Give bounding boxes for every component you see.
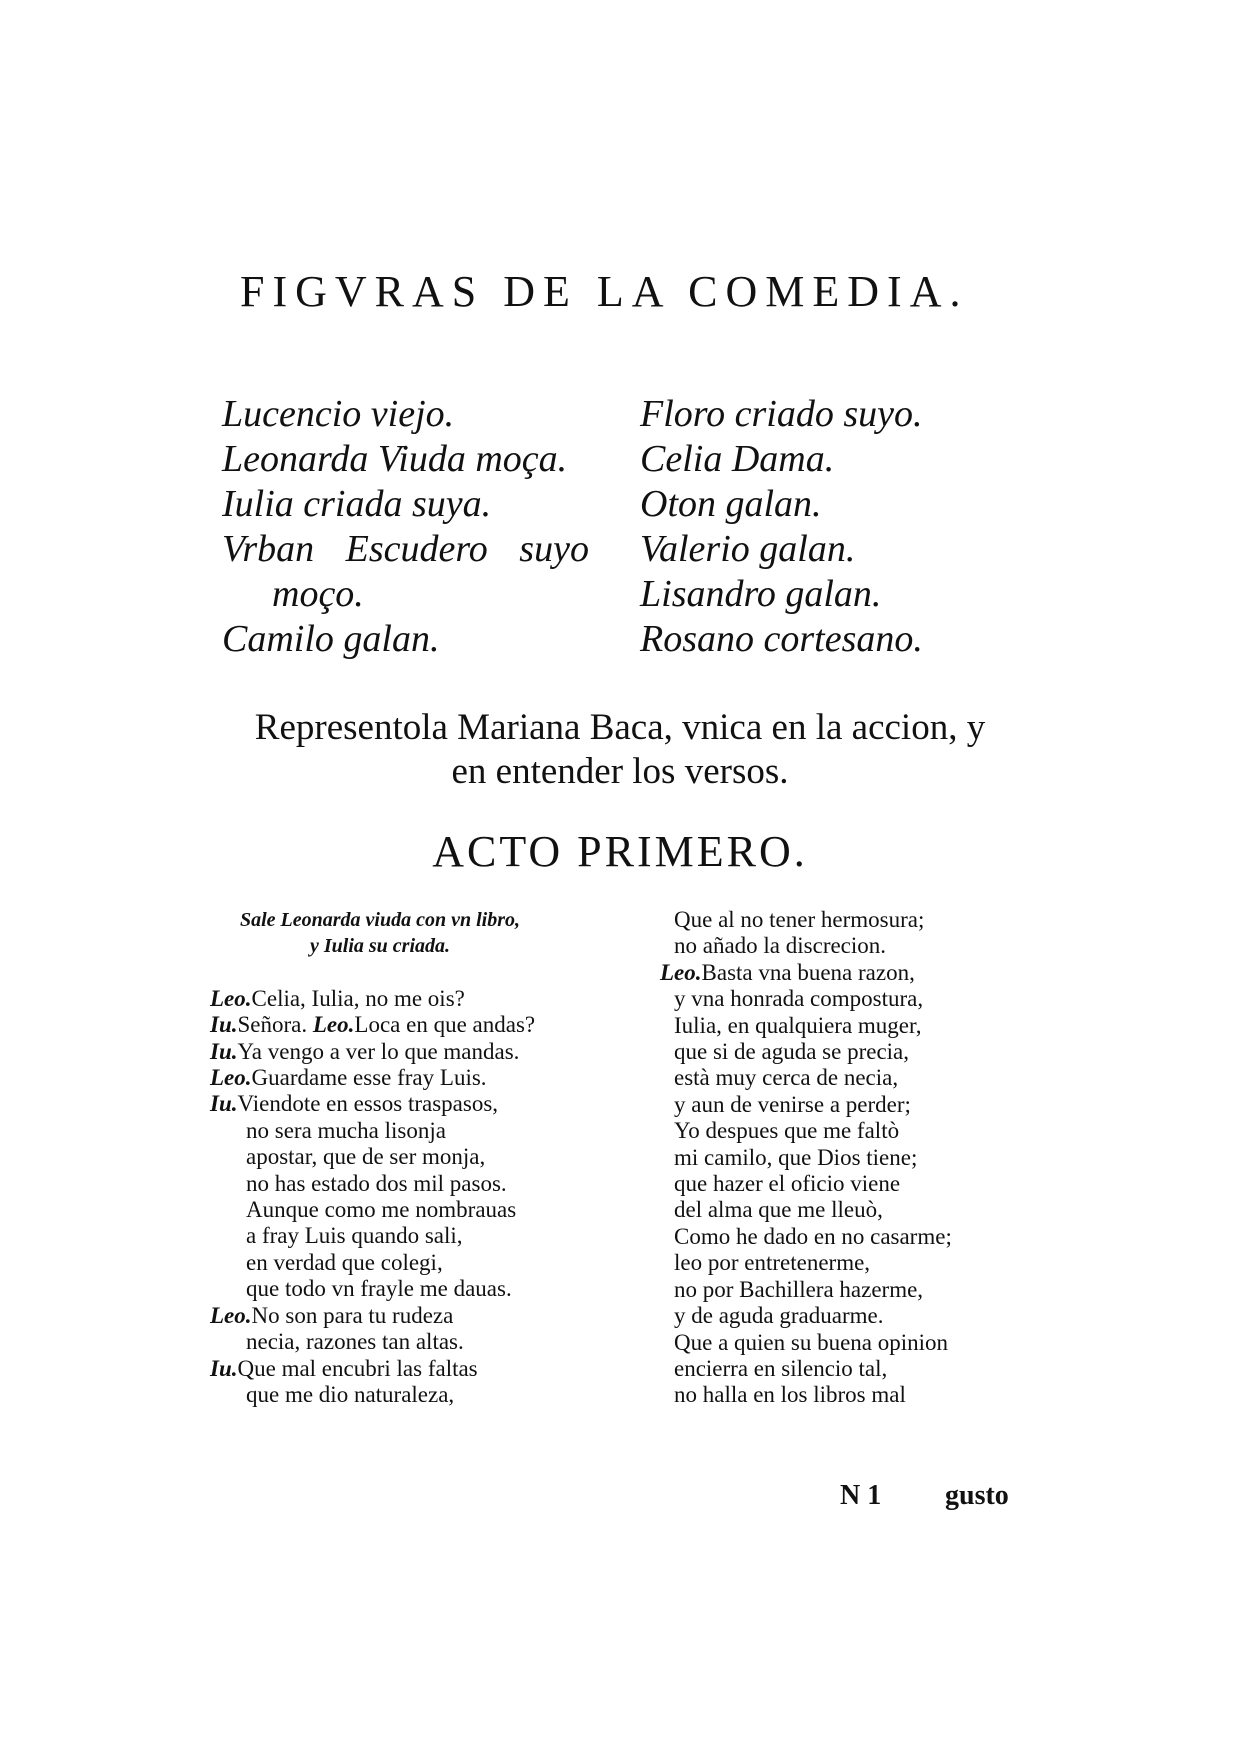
verse-line: està muy cerca de necia,: [674, 1065, 899, 1091]
speaker: Iu.: [210, 1038, 238, 1064]
verse-line: que si de aguda se precia,: [674, 1039, 910, 1065]
performance-note: [200, 706, 1040, 794]
cast-item: moço.: [272, 573, 364, 615]
verse-line: y de aguda graduarme.: [674, 1303, 884, 1329]
cast-item: Celia Dama.: [640, 438, 835, 480]
page-footer: [840, 1480, 1040, 1514]
verse-text: Ya vengo a ver lo que mandas.: [237, 1038, 520, 1064]
speaker: Leo.: [210, 1065, 252, 1091]
cast-item: Valerio galan.: [640, 528, 856, 570]
cast-item: Vrban Escudero suyo: [222, 528, 589, 570]
speaker: Iu.: [210, 1012, 238, 1038]
verse-text: Que mal encubri las faltas: [237, 1355, 478, 1381]
verse-line: [210, 1065, 640, 1091]
verse-line: Como he dado en no casarme;: [674, 1223, 952, 1249]
verse-line: leo por entretenerme,: [674, 1250, 871, 1276]
verse-line: y aun de venirse a perder;: [674, 1091, 911, 1117]
cast-list-right: [640, 392, 970, 662]
verse-line: [210, 1091, 640, 1117]
speaker: Leo.: [210, 1302, 252, 1328]
verse-line: Iulia, en qualquiera muger,: [674, 1012, 922, 1038]
speaker: Iu.: [210, 1091, 238, 1117]
verse-text: No son para tu rudeza: [251, 1302, 454, 1328]
text-column-left: [210, 907, 640, 1408]
verse-line: Yo despues que me faltò: [674, 1118, 900, 1144]
cast-item: Leonarda Viuda moça.: [222, 438, 568, 480]
text-column-right: [660, 907, 1040, 1409]
verse-line: [210, 1039, 640, 1065]
act-title: ACTO PRIMERO.: [432, 827, 808, 876]
verse-text: Celia, Iulia, no me ois?: [251, 985, 465, 1011]
speaker: Leo.: [210, 985, 252, 1011]
verse-text: Guardame esse fray Luis.: [251, 1065, 487, 1091]
performance-line: en entender los versos.: [451, 751, 789, 792]
verse-line: encierra en silencio tal,: [674, 1355, 888, 1381]
verse-line: [210, 1303, 640, 1329]
verse-line: que hazer el oficio viene: [674, 1171, 901, 1197]
verse-line: no halla en los libros mal: [674, 1382, 906, 1408]
verse-line: del alma que me lleuò,: [674, 1197, 883, 1223]
page-title: FIGVRAS DE LA COMEDIA.: [240, 267, 969, 316]
verse-line: necia, razones tan altas.: [246, 1329, 464, 1355]
speaker: Leo.: [312, 1012, 355, 1038]
verse-line: que todo vn frayle me dauas.: [246, 1276, 512, 1302]
verse-text: Loca en que andas?: [354, 1012, 536, 1038]
cast-item: Rosano cortesano.: [640, 618, 923, 660]
stage-direction: Sale Leonarda viuda con vn libro,: [240, 909, 521, 931]
verse-line: [210, 1356, 640, 1382]
verse-line: Aunque como me nombrauas: [246, 1197, 517, 1223]
performance-line: Representola Mariana Baca, vnica en la accion, y: [254, 707, 986, 748]
verse-line: no has estado dos mil pasos.: [246, 1170, 507, 1196]
signature-mark: N 1: [840, 1480, 882, 1511]
verse-line: [210, 986, 640, 1012]
cast-item: Lisandro galan.: [640, 573, 882, 615]
cast-item: Camilo galan.: [222, 618, 440, 660]
verse-text: Viendote en essos traspasos,: [237, 1091, 499, 1117]
verse-line: mi camilo, que Dios tiene;: [674, 1144, 918, 1170]
verse-line: apostar, que de ser monja,: [246, 1144, 486, 1170]
verse-line: no por Bachillera hazerme,: [674, 1276, 924, 1302]
verse-line: Que al no tener hermosura;: [674, 907, 925, 932]
speaker: Leo.: [660, 959, 702, 985]
verse-text: Basta vna buena razon,: [701, 959, 915, 985]
verse-text: Señora.: [237, 1012, 308, 1038]
verse-line: [660, 960, 1040, 986]
cast-item: Oton galan.: [640, 483, 822, 525]
verse-line: [210, 1012, 640, 1038]
verse-line: Que a quien su buena opinion: [674, 1329, 949, 1355]
verse-line: a fray Luis quando sali,: [246, 1223, 463, 1249]
verse-line: no sera mucha lisonja: [246, 1117, 446, 1143]
cast-item: Floro criado suyo.: [640, 393, 923, 435]
stage-direction: y Iulia su criada.: [310, 935, 451, 958]
catchword: gusto: [945, 1480, 1009, 1511]
verse-line: en verdad que colegi,: [246, 1249, 443, 1275]
cast-list-left: [222, 392, 622, 662]
cast-item: Lucencio viejo.: [222, 393, 455, 435]
verse-line: no añado la discrecion.: [674, 933, 887, 959]
cast-item: Iulia criada suya.: [222, 483, 492, 525]
verse-line: que me dio naturaleza,: [246, 1381, 455, 1407]
verse-line: y vna honrada compostura,: [674, 986, 924, 1012]
speaker: Iu.: [210, 1355, 238, 1381]
